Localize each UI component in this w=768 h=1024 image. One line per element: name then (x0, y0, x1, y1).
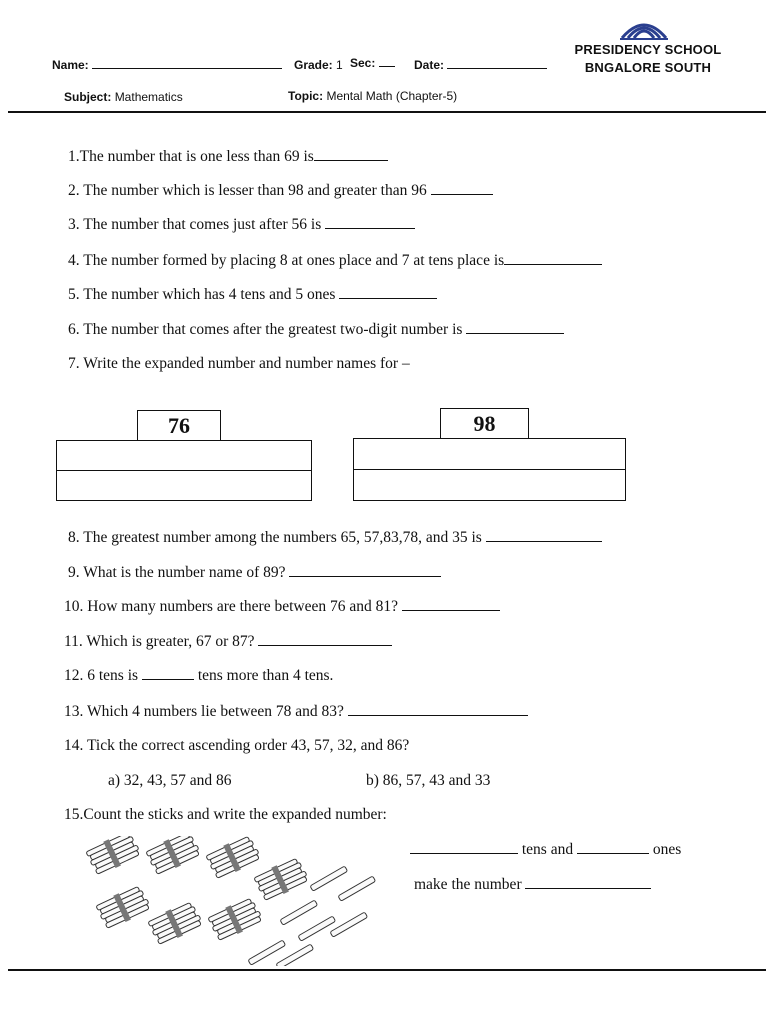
answer-blank[interactable] (142, 667, 194, 680)
question-6: 6. The number that comes after the greatest two-digit number is (68, 321, 564, 339)
answer-blank[interactable] (431, 182, 493, 195)
answer-blank[interactable] (348, 703, 528, 716)
question-8: 8. The greatest number among the numbers 65, 57,83,78, and 35 is (68, 529, 602, 547)
answer-blank[interactable] (339, 286, 437, 299)
grade-field: Grade: 1 (294, 58, 343, 72)
answer-blank[interactable] (289, 564, 441, 577)
question-12: 12. 6 tens is tens more than 4 tens. (64, 667, 334, 684)
subject-field: Subject: Mathematics (64, 90, 183, 104)
name-field[interactable]: Name: (52, 58, 282, 72)
topic-value: Mental Math (Chapter-5) (326, 89, 458, 103)
question-11: 11. Which is greater, 67 or 87? (64, 633, 392, 651)
question-13: 13. Which 4 numbers lie between 78 and 83? (64, 703, 528, 721)
question-4: 4. The number formed by placing 8 at ones place and 7 at tens place is (68, 252, 602, 270)
school-crest-icon (616, 8, 672, 44)
answer-blank[interactable] (466, 321, 564, 334)
option-b[interactable]: b) 86, 57, 43 and 33 (366, 772, 491, 789)
answer-blank[interactable] (314, 148, 388, 161)
question-14: 14. Tick the correct ascending order 43, 57, 32, and 86? (64, 737, 410, 754)
answer-blank[interactable] (504, 252, 602, 265)
number-box-98: 98 (440, 408, 529, 440)
question-2: 2. The number which is lesser than 98 and greater than 96 (68, 182, 493, 200)
expanded-form-98[interactable] (353, 438, 626, 470)
question-9: 9. What is the number name of 89? (68, 564, 441, 582)
tens-blank[interactable] (410, 841, 518, 854)
footer-rule (8, 969, 766, 971)
question-15: 15.Count the sticks and write the expanded number: (64, 806, 387, 823)
number-name-98[interactable] (353, 469, 626, 501)
sec-field[interactable]: Sec: (350, 56, 395, 70)
header-rule (8, 111, 766, 113)
answer-blank[interactable] (258, 633, 392, 646)
answer-blank[interactable] (402, 598, 500, 611)
number-box-76: 76 (137, 410, 221, 442)
date-field[interactable]: Date: (414, 58, 547, 72)
q15-make-number: make the number (414, 876, 651, 894)
grade-value: 1 (336, 58, 343, 72)
school-name: PRESIDENCY SCHOOL (574, 42, 722, 57)
school-location: BNGALORE SOUTH (584, 60, 712, 75)
topic-field: Topic: Mental Math (Chapter-5) (288, 89, 458, 103)
option-a[interactable]: a) 32, 43, 57 and 86 (108, 772, 232, 789)
number-blank[interactable] (525, 876, 651, 889)
question-7: 7. Write the expanded number and number names for – (68, 355, 410, 372)
question-10: 10. How many numbers are there between 76 and 81? (64, 598, 500, 616)
q15-tens-ones: tens and ones (410, 841, 681, 859)
question-5: 5. The number which has 4 tens and 5 ones (68, 286, 437, 304)
subject-value: Mathematics (114, 90, 183, 104)
answer-blank[interactable] (325, 216, 415, 229)
question-1: 1.The number that is one less than 69 is (68, 148, 388, 166)
question-3: 3. The number that comes just after 56 is (68, 216, 415, 234)
ones-blank[interactable] (577, 841, 649, 854)
number-name-76[interactable] (56, 470, 312, 501)
sticks-bundles-icon (82, 836, 382, 966)
expanded-form-76[interactable] (56, 440, 312, 471)
answer-blank[interactable] (486, 529, 602, 542)
